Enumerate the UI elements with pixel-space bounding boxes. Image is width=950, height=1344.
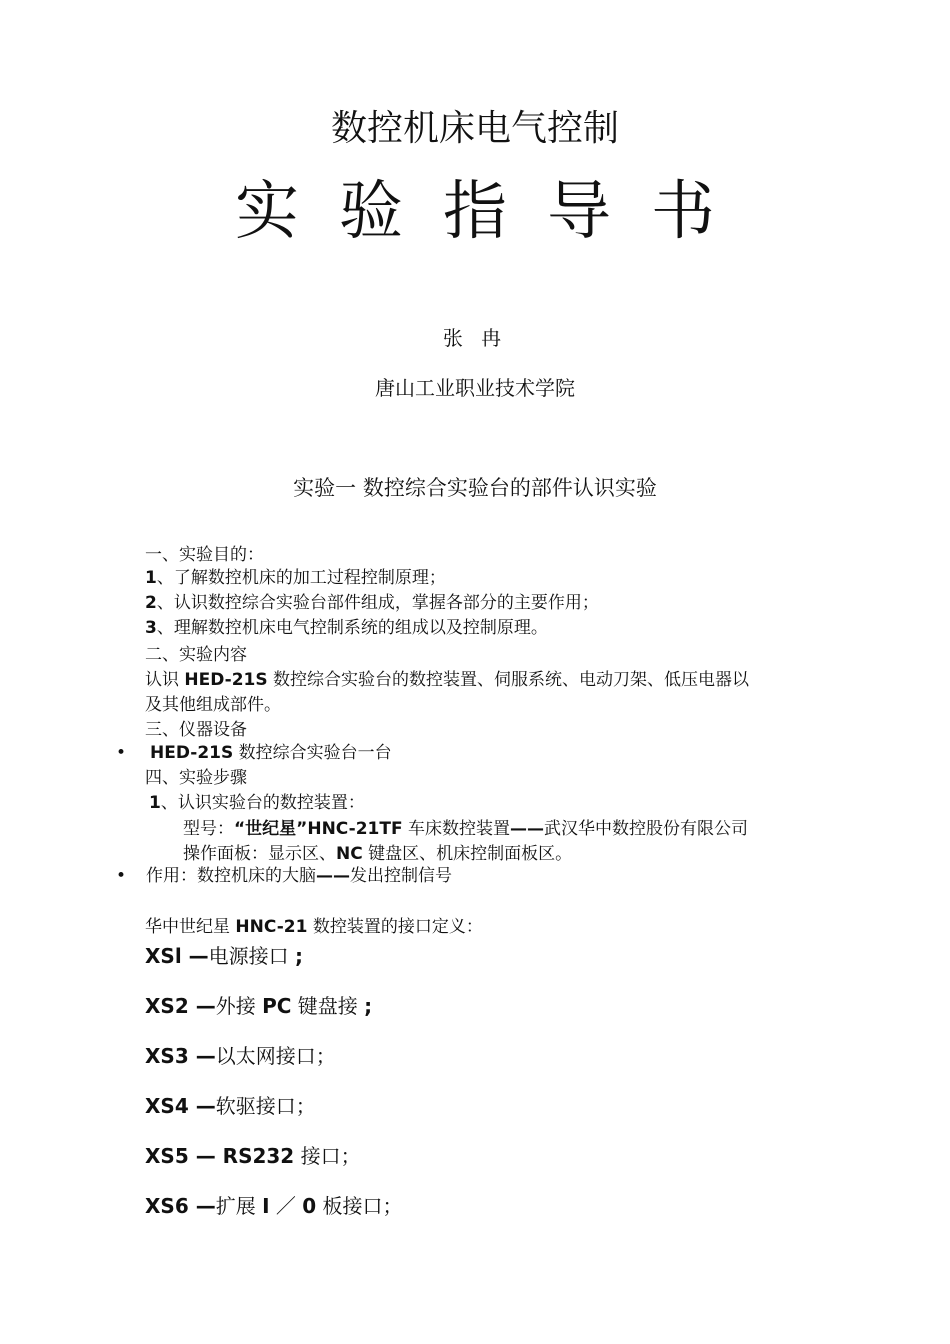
experiment-title: 实验一 数控综合实验台的部件认识实验 [293,476,657,500]
content-line-2: 及其他组成部件。 [145,695,281,715]
equipment-bullet: • HED-21S 数控综合实验台一台 [116,743,392,763]
function-bullet: • 作用：数控机床的大脑——发出控制信号 [116,866,453,886]
interface-row: XS4 —软驱接口； [145,1094,316,1118]
document-title: 数控机床电气控制 [330,108,619,149]
section1-heading: 一、实验目的： [145,545,264,565]
interface-row: XS2 —外接 PC 键盘接 ; [145,994,373,1018]
section3-heading: 三、仪器设备 [145,720,247,740]
device-model: 型号：“世纪星”HNC-21TF 车床数控装置——武汉华中数控股份有限公司 [183,819,748,839]
operation-panel: 操作面板：显示区、NC 键盘区、机床控制面板区。 [183,844,573,864]
institution: 唐山工业职业技术学院 [375,376,575,400]
interface-row: XS6 —扩展 I ／ 0 板接口； [145,1194,403,1218]
objective-item-3: 3、理解数控机床电气控制系统的组成以及控制原理。 [145,618,548,638]
interface-row: XSl —电源接口 ; [145,944,304,968]
section4-heading: 四、实验步骤 [145,768,247,788]
content-line-1: 认识 HED-21S 数控综合实验台的数控装置、伺服系统、电动刀架、低压电器以 [145,670,750,690]
section2-heading: 二、实验内容 [145,645,247,665]
objective-item-1: 1、了解数控机床的加工过程控制原理； [145,568,446,588]
interface-intro: 华中世纪星 HNC-21 数控装置的接口定义： [145,917,483,937]
objective-item-2: 2、认识数控综合实验台部件组成，掌握各部分的主要作用； [145,593,599,613]
interface-row: XS5 — RS232 接口； [145,1144,361,1168]
step-1: 1、认识实验台的数控装置： [149,793,365,813]
author: 张 冉 [442,326,508,350]
interface-row: XS3 —以太网接口； [145,1044,336,1068]
document-subtitle: 实验指导书 [235,175,755,249]
